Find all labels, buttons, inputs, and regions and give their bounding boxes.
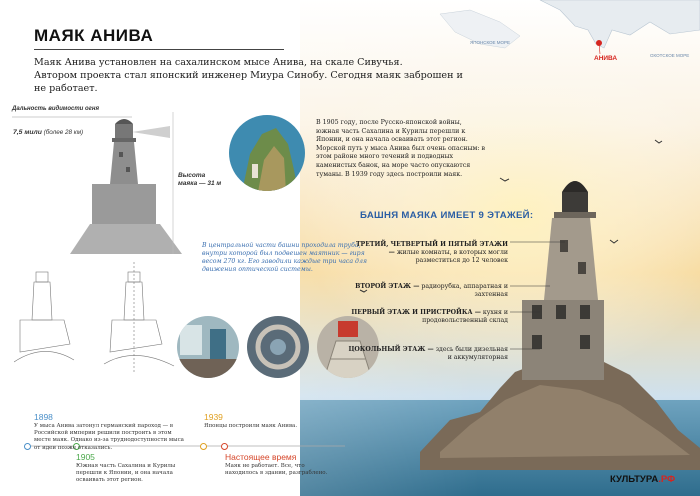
brand-logo — [610, 474, 675, 485]
floor-desc: жилые комнаты, в которых могли разместиться до 12 человек — [396, 249, 508, 264]
intro-text — [34, 56, 464, 95]
floor-item-basement — [348, 346, 508, 362]
timeline-year: Настоящее время — [225, 452, 297, 462]
aerial-photo — [228, 114, 306, 192]
visibility-km: (более 28 км) — [43, 129, 84, 136]
brand-name: КУЛЬТУРА — [610, 474, 659, 485]
timeline-text: Южная часть Сахалина и Курилы перешли к Японии, и она начала осваивать этот регион. — [76, 463, 176, 484]
map-sea-label-1: ЯПОНСКОЕ МОРЕ — [470, 40, 511, 45]
lighthouse-silhouette — [60, 112, 185, 257]
timeline-year: 1898 — [34, 412, 53, 422]
map-pin-label: АНИВА — [594, 55, 618, 62]
floors-heading: БАШНЯ МАЯКА ИМЕЕТ 9 ЭТАЖЕЙ: — [360, 210, 534, 221]
floor-desc: здесь были дизельная и аккумуляторная — [435, 346, 508, 361]
floor-name: ВТОРОЙ ЭТАЖ — — [355, 283, 420, 290]
map-sea-label-2: ОХОТСКОЕ МОРЕ — [650, 53, 690, 58]
interior-photo-2 — [246, 315, 310, 379]
timeline-dot-present — [221, 443, 228, 450]
floor-desc: кухня и продовольственный склад — [422, 309, 508, 324]
height-value: маяка — 31 м — [178, 180, 222, 187]
interior-photo-1 — [176, 315, 240, 379]
brand-suffix: .РФ — [658, 474, 676, 485]
floor-item-1 — [348, 309, 508, 325]
floor-item-2 — [348, 283, 508, 299]
timeline-year: 1939 — [204, 412, 223, 422]
history-text: В 1905 году, после Русско-японской войны, южная часть Сахалина и Курилы перешли к Японии, и она начала осваивать этот регион. Морской путь у мыса Анива был очень опасным: в этом районе много течений и подводных каменистых банок, на море часто опускаются туманы. В 1939 году здесь построили маяк. — [316, 119, 486, 178]
timeline-text: Маяк не работает. Все, что находилось в здании, разграблено. — [225, 463, 328, 477]
visibility-miles: 7,5 мили — [13, 129, 42, 136]
floor-name: ТРЕТИЙ, ЧЕТВЕРТЫЙ И ПЯТЫЙ ЭТАЖИ — — [355, 241, 508, 256]
floor-leader-lines — [510, 236, 570, 366]
intro-line-1: Маяк Анива установлен на сахалинском мысе Анива, на скале Сивучья. — [34, 57, 403, 68]
page-title: МАЯК АНИВА — [34, 26, 154, 45]
title-divider — [34, 49, 284, 50]
timeline-year: 1905 — [76, 452, 95, 462]
pipe-note: В центральной части башни проходила труба, внутри которой был подвешен маятник — гиря весом 270 кг. Его заводили каждые три часа для движения оптической системы. — [202, 242, 368, 273]
visibility-heading: Дальность видимости огня — [12, 106, 100, 112]
technical-drawings — [14, 262, 189, 382]
intro-line-2: Автором проекта стал японский инженер Миура Синобу. Сегодня маяк заброшен и не работает. — [34, 70, 463, 94]
floor-item-3-5 — [348, 241, 508, 265]
floor-name: ПЕРВЫЙ ЭТАЖ И ПРИСТРОЙКА — — [351, 309, 481, 316]
height-caption: Высота — [178, 172, 206, 179]
height-label — [178, 172, 221, 188]
timeline-text: У мыса Анива затонул германский пароход — в Российской империи решили построить в этом месте маяк. Однако из-за труднодоступности мыса от идеи позже отказались. — [34, 423, 184, 451]
timeline-text: Японцы построили маяк Анива. — [204, 423, 298, 429]
floor-desc: радиорубка, аппаратная и захтенная — [421, 283, 508, 298]
timeline-dot-1939 — [200, 443, 207, 450]
timeline-dot-1898 — [24, 443, 31, 450]
map-pin-icon — [596, 40, 602, 46]
floor-name: ЦОКОЛЬНЫЙ ЭТАЖ — — [348, 346, 434, 353]
